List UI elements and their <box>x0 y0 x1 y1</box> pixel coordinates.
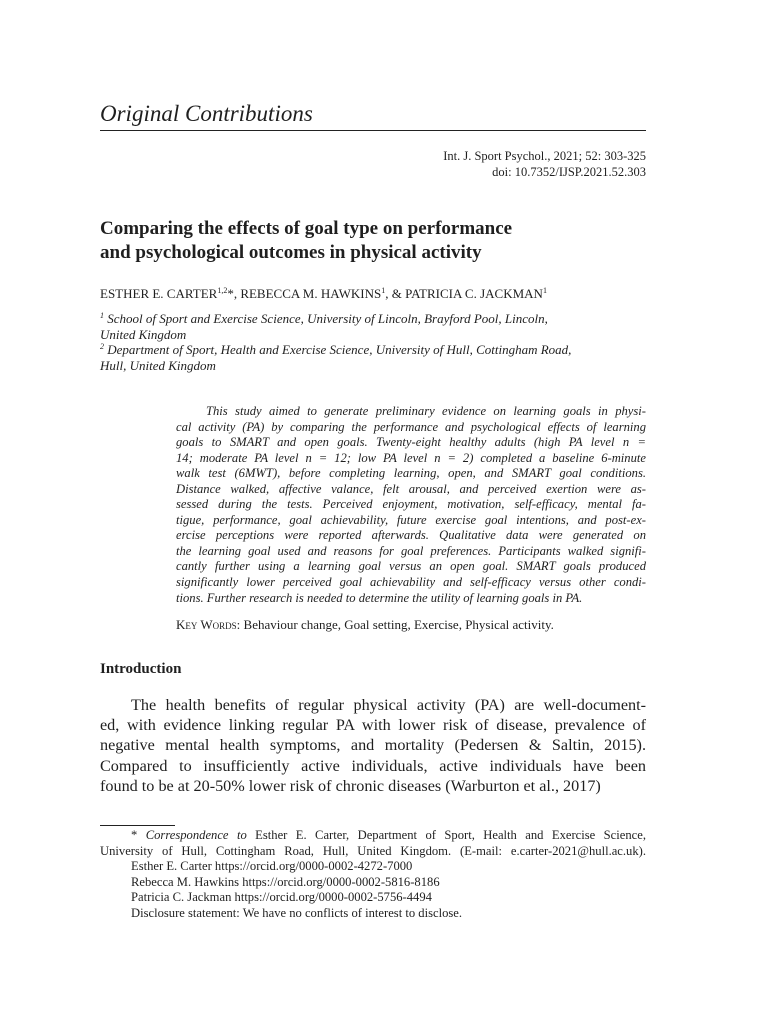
body-line: negative mental health symptoms, and mortality (Pedersen & Saltin, 2015). <box>100 736 646 755</box>
article-title <box>100 217 646 265</box>
abstract-line: Distance walked, affective valance, felt arousal, and perceived exertion were as- <box>176 481 646 496</box>
footnote-line <box>100 828 646 844</box>
affiliation-text: Department of Sport, Health and Exercise Science, University of Hull, Cottingham Road, <box>107 342 572 357</box>
author-name: PATRICIA C. JACKMAN <box>405 286 543 301</box>
correspondence-label: Correspondence to <box>145 828 247 842</box>
affiliation-number: 2 <box>100 342 104 351</box>
affiliation-number: 1 <box>100 311 104 320</box>
journal-citation: Int. J. Sport Psychol., 2021; 52: 303-325 <box>443 149 646 163</box>
author-name: ESTHER E. CARTER <box>100 286 218 301</box>
body-line: found to be at 20-50% lower risk of chronic diseases (Warburton et al., 2017) <box>100 776 601 795</box>
abstract-line: ercise perceptions were reported afterwards. Qualitative data were generated on <box>176 528 646 543</box>
keywords-text: Behaviour change, Goal setting, Exercise, Physical activity. <box>240 617 554 632</box>
citation-block <box>246 148 646 180</box>
affiliation-text: School of Sport and Exercise Science, University of Lincoln, Brayford Pool, Lincoln, <box>107 311 548 326</box>
author-separator: , & <box>385 286 406 301</box>
abstract-line: significantly lower perceived goal achievability and self-efficacy versus other condi- <box>176 575 646 590</box>
abstract-line: goals to SMART and open goals. Twenty-eight healthy adults (high PA level n = <box>176 435 646 450</box>
abstract <box>176 404 646 606</box>
abstract-line: sessed during the tests. Perceived enjoyment, motivation, self-efficacy, mental fa- <box>176 497 646 512</box>
keywords <box>176 617 646 633</box>
abstract-line: cal activity (PA) by comparing the performance and psychological effects of learning <box>176 419 646 434</box>
affiliation-line: United Kingdom <box>100 326 187 342</box>
orcid-line: Patricia C. Jackman https://orcid.org/0000-0002-5756-4494 <box>131 890 432 905</box>
footnote <box>100 828 646 922</box>
header-rule <box>100 130 646 131</box>
affiliation-marker: 1 <box>542 286 547 295</box>
abstract-line: the learning goal used and reasons for goal preferences. Participants walked signifi- <box>176 543 646 558</box>
footnote-line: University of Hull, Cottingham Road, Hull, United Kingdom. (E-mail: e.carter-2021@hull.ac.uk). <box>100 843 646 858</box>
keywords-label: Key Words: <box>176 617 241 632</box>
body-line: ed, with evidence linking regular PA with lower risk of disease, prevalence of <box>100 716 646 735</box>
orcid-line: Rebecca M. Hawkins https://orcid.org/0000-0002-5816-8186 <box>131 874 440 889</box>
abstract-line: walk test (6MWT), before completing learning, open, and SMART goal conditions. <box>176 466 646 481</box>
title-line: and psychological outcomes in physical activity <box>100 242 482 263</box>
author-name: REBECCA M. HAWKINS <box>240 286 382 301</box>
correspondence-text: Esther E. Carter, Department of Sport, Health and Exercise Science, <box>246 828 646 842</box>
body-paragraph <box>100 695 646 796</box>
abstract-line: 14; moderate PA level n = 12; low PA level n = 2) completed a baseline 6-minute <box>176 450 646 465</box>
disclosure-line: Disclosure statement: We have no conflicts of interest to disclose. <box>131 905 463 920</box>
section-heading: Introduction <box>100 661 182 677</box>
abstract-line: tigue, performance, goal achievability, future exercise goal intentions, and post-ex- <box>176 512 646 527</box>
affiliation-line <box>100 311 646 327</box>
author-list <box>100 286 646 302</box>
affiliation-line: Hull, United Kingdom <box>100 357 216 373</box>
affiliations <box>100 311 646 373</box>
doi: doi: 10.7352/IJSP.2021.52.303 <box>492 165 646 179</box>
affiliation-marker: 1,2 <box>217 286 228 295</box>
orcid-line: Esther E. Carter https://orcid.org/0000-0002-4272-7000 <box>131 859 413 874</box>
affiliation-line <box>100 342 646 358</box>
body-line: Compared to insufficiently active individuals, active individuals have been <box>100 756 646 775</box>
abstract-line: tions. Further research is needed to determine the utility of learning goals in PA. <box>176 590 583 605</box>
affiliation-marker: 1 <box>381 286 386 295</box>
footnote-star: * <box>131 828 146 842</box>
footnote-rule <box>100 825 175 826</box>
title-line: Comparing the effects of goal type on performance <box>100 218 513 239</box>
abstract-line: cantly further using a learning goal versus an open goal. SMART goals produced <box>176 559 646 574</box>
body-line: The health benefits of regular physical activity (PA) are well-document- <box>131 696 646 714</box>
section-header: Original Contributions <box>100 101 313 126</box>
abstract-line: This study aimed to generate preliminary evidence on learning goals in physi- <box>206 404 646 418</box>
corresponding-marker: *, <box>227 286 241 301</box>
